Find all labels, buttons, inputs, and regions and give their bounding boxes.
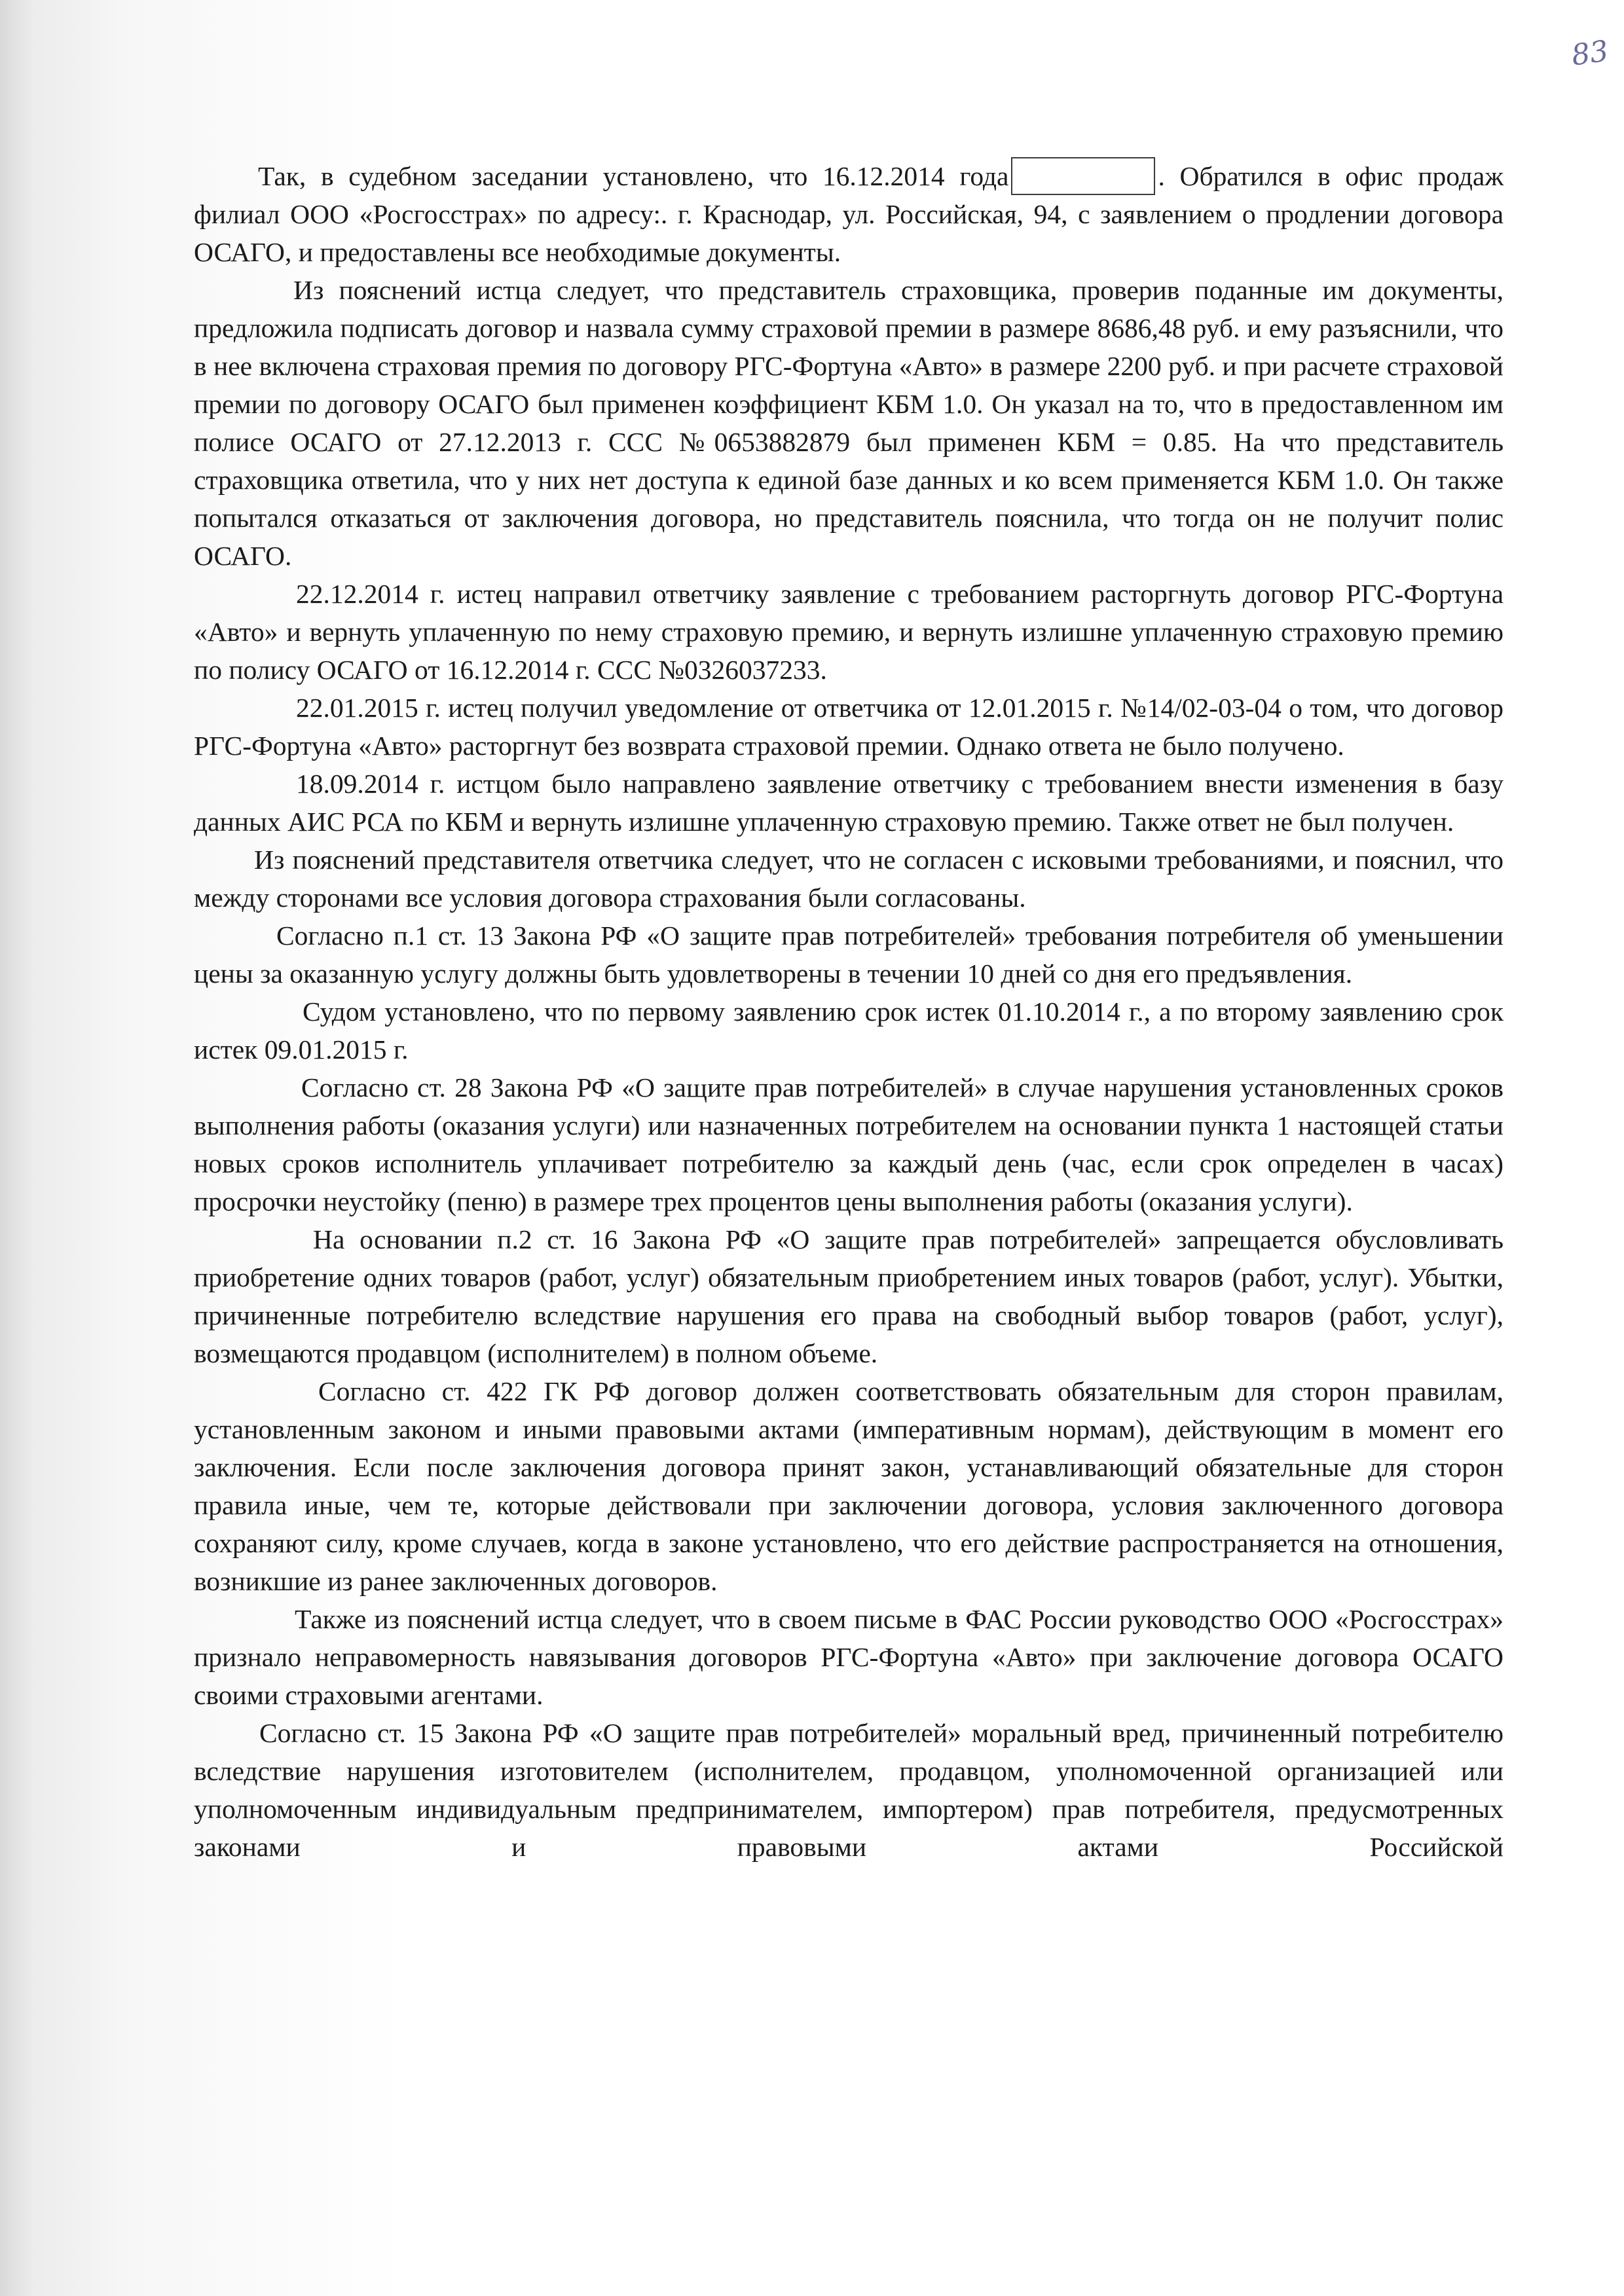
paragraph: Из пояснений истца следует, что представитель страховщика, проверив поданные им документы, предложила подписать договор и назвала сумму страховой премии в размере 8686,48 руб. и ему разъяснили, что в нее включена страховая премия по договору РГС-Фортуна «Авто» в размере 2200 руб. и при расчете страховой премии по договору ОСАГО был применен коэффициент КБМ 1.0. Он указал на то, что в предоставленном им полисе ОСАГО от 27.12.2013 г. ССС №0653882879 был применен КБМ = 0.85. На что представитель страховщика ответила, что у них нет доступа к единой базе данных и ко всем применяется КБМ 1.0. Он также попытался отказаться от заключения договора, но представитель пояснила, что тогда он не получит полис ОСАГО. bbox=[194, 275, 1504, 571]
paragraph: Судом установлено, что по первому заявлению срок истек 01.10.2014 г., а по второму заявлению срок истек 09.01.2015 г. bbox=[194, 996, 1504, 1065]
paragraph: 18.09.2014 г. истцом было направлено заявление ответчику с требованием внести изменения в базу данных АИС РСА по КБМ и вернуть излишне уплаченную страховую премию. Также ответ не был получен. bbox=[194, 769, 1504, 837]
paragraph: Согласно п.1 ст. 13 Закона РФ «О защите прав потребителей» требования потребителя об уменьшении цены за оказанную услугу должны быть удовлетворены в течении 10 дней со дня его предъявления. bbox=[194, 920, 1504, 989]
page-number: 83 bbox=[1569, 34, 1611, 73]
paragraph-text: Так, в судебном заседании установлено, что 16.12.2014 года bbox=[258, 161, 1009, 191]
paragraph bbox=[194, 157, 1504, 271]
paragraph: 22.01.2015 г. истец получил уведомление от ответчика от 12.01.2015 г. №14/02-03-04 о том, что договор РГС-Фортуна «Авто» расторгнут без возврата страховой премии. Однако ответа не было получено. bbox=[194, 693, 1504, 761]
paragraph: Согласно ст. 15 Закона РФ «О защите прав потребителей» моральный вред, причиненный потребителю вследствие нарушения изготовителем (исполнителем, продавцом, уполномоченной организацией или уполномоченным индивидуальным предпринимателем, импортером) прав потребителя, предусмотренных законами и правовыми актами Российской bbox=[194, 1718, 1504, 1862]
document-body bbox=[194, 157, 1504, 1866]
paragraph: 22.12.2014 г. истец направил ответчику заявление с требованием расторгнуть договор РГС-Фортуна «Авто» и вернуть уплаченную по нему страховую премию, и вернуть излишне уплаченную страховую премию по полису ОСАГО от 16.12.2014 г. ССС №0326037233. bbox=[194, 579, 1504, 685]
paragraph: Также из пояснений истца следует, что в своем письме в ФАС России руководство ООО «Росгосстрах» признало неправомерность навязывания договоров РГС-Фортуна «Авто» при заключение договора ОСАГО своими страховыми агентами. bbox=[194, 1604, 1504, 1710]
paragraph-text: . Обратился в офис продаж филиал ООО «Росгосстрах» по адресу:. г. Краснодар, ул. Российская, 94, с заявлением о продлении договора ОСАГО, и предоставлены все необходимые документы. bbox=[194, 161, 1504, 267]
redacted-name bbox=[1011, 157, 1155, 195]
paragraph: Согласно ст. 28 Закона РФ «О защите прав потребителей» в случае нарушения установленных сроков выполнения работы (оказания услуги) или назначенных потребителем на основании пункта 1 настоящей статьи новых сроков исполнитель уплачивает потребителю за каждый день (час, если срок определен в часах) просрочки неустойку (пеню) в размере трех процентов цены выполнения работы (оказания услуги). bbox=[194, 1072, 1504, 1216]
paragraph: На основании п.2 ст. 16 Закона РФ «О защите прав потребителей» запрещается обусловливать приобретение одних товаров (работ, услуг) обязательным приобретением иных товаров (работ, услуг). Убытки, причиненные потребителю вследствие нарушения его права на свободный выбор товаров (работ, услуг), возмещаются продавцом (исполнителем) в полном объеме. bbox=[194, 1224, 1504, 1368]
paragraph: Из пояснений представителя ответчика следует, что не согласен с исковыми требованиями, и пояснил, что между сторонами все условия договора страхования были согласованы. bbox=[194, 845, 1504, 913]
paragraph: Согласно ст. 422 ГК РФ договор должен соответствовать обязательным для сторон правилам, установленным законом и иными правовыми актами (императивным нормам), действующим в момент его заключения. Если после заключения договора принят закон, устанавливающий обязательные для сторон правила иные, чем те, которые действовали при заключении договора, условия заключенного договора сохраняют силу, кроме случаев, когда в законе установлено, что его действие распространяется на отношения, возникшие из ранее заключенных договоров. bbox=[194, 1376, 1504, 1596]
